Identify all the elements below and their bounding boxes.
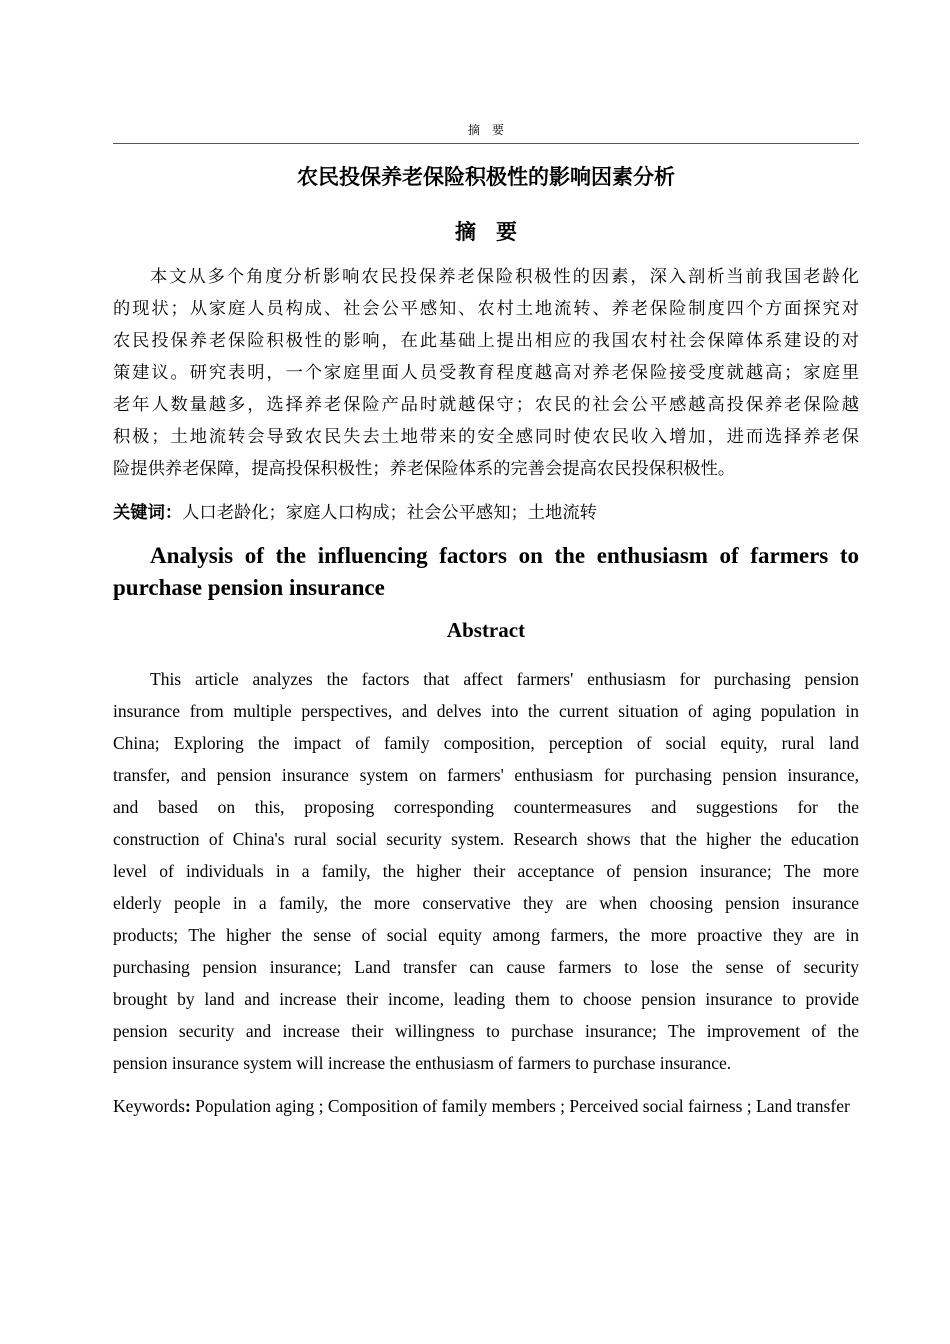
abstract-en-line: pension security and increase their willingness to purchase insurance; The improvement of the	[113, 1021, 859, 1041]
abstract-cn-line: 的现状；从家庭人员构成、社会公平感知、农村土地流转、养老保险制度四个方面探究对	[113, 299, 859, 319]
abstract-cn-line: 积极；土地流转会导致农民失去土地带来的安全感同时使农民收入增加，进而选择养老保	[113, 427, 859, 447]
abstract-cn-line: 老年人数量越多，选择养老保险产品时就越保守；农民的社会公平感越高投保养老保险越	[113, 395, 859, 415]
title-en-line: Analysis of the influencing factors on the enthusiasm of farmers to	[150, 543, 859, 568]
keywords-en-value: Population aging ; Composition of family members ; Perceived social fairness ; Land transfer	[190, 1096, 850, 1116]
abstract-cn-line: 农民投保养老保险积极性的影响，在此基础上提出相应的我国农村社会保障体系建设的对	[113, 331, 859, 351]
keywords-cn	[113, 497, 859, 529]
abstract-en-line: purchasing pension insurance; Land transfer can cause farmers to lose the sense of security	[113, 957, 859, 977]
abstract-en-line: China; Exploring the impact of family composition, perception of social equity, rural land	[113, 733, 859, 753]
keywords-en	[113, 1090, 859, 1122]
abstract-en-line: This article analyzes the factors that affect farmers' enthusiasm for purchasing pension	[150, 669, 859, 689]
keywords-en-label: Keywords	[113, 1096, 185, 1116]
abstract-en-line: construction of China's rural social security system. Research shows that the higher the education	[113, 829, 859, 849]
page-title-en	[113, 540, 859, 604]
abstract-en-line: and based on this, proposing corresponding countermeasures and suggestions for the	[113, 797, 859, 817]
abstract-en-line: brought by land and increase their income, leading them to choose pension insurance to provide	[113, 989, 859, 1009]
abstract-body-en	[113, 663, 859, 1079]
abstract-cn-line: 险提供养老保障，提高投保积极性；养老保险体系的完善会提高农民投保积极性。	[113, 459, 736, 479]
keywords-cn-label: 关键词：	[113, 503, 183, 523]
abstract-en-line: products; The higher the sense of social equity among farmers, the more proactive they are in	[113, 925, 859, 945]
abstract-cn-line: 本文从多个角度分析影响农民投保养老保险积极性的因素，深入剖析当前我国老龄化	[150, 267, 859, 287]
abstract-en-line: pension insurance system will increase the enthusiasm of farmers to purchase insurance.	[113, 1053, 732, 1073]
keywords-cn-value: 人口老龄化；家庭人口构成；社会公平感知；土地流转	[182, 503, 597, 523]
page-title-cn: 农民投保养老保险积极性的影响因素分析	[297, 165, 675, 189]
abstract-body-cn	[113, 261, 859, 485]
abstract-heading-cn: 摘要	[455, 220, 537, 244]
title-en-line: purchase pension insurance	[113, 575, 385, 600]
running-head: 摘要	[467, 123, 516, 137]
abstract-en-line: elderly people in a family, the more conservative they are when choosing pension insurance	[113, 893, 859, 913]
abstract-en-line: level of individuals in a family, the higher their acceptance of pension insurance; The more	[113, 861, 859, 881]
abstract-heading-en: Abstract	[446, 618, 526, 642]
keywords-en-colon: :	[184, 1096, 191, 1116]
abstract-cn-line: 策建议。研究表明，一个家庭里面人员受教育程度越高对养老保险接受度就越高；家庭里	[113, 363, 859, 383]
abstract-en-line: transfer, and pension insurance system on farmers' enthusiasm for purchasing pension insurance,	[113, 765, 859, 785]
header-rule	[113, 143, 859, 144]
abstract-en-line: insurance from multiple perspectives, and delves into the current situation of aging population in	[113, 701, 859, 721]
